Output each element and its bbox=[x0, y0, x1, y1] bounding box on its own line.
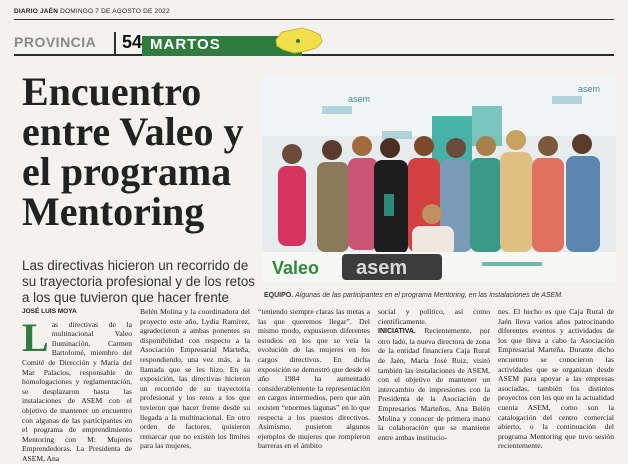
drop-cap: L bbox=[22, 314, 49, 360]
article-column-2 bbox=[140, 307, 250, 451]
paper-name: DIARIO JAÉN bbox=[14, 8, 59, 15]
issue-date: DOMINGO 7 DE AGOSTO DE 2022 bbox=[60, 8, 170, 15]
section-header bbox=[14, 32, 614, 56]
article-column-1 bbox=[22, 307, 132, 464]
section-name: PROVINCIA bbox=[14, 34, 97, 50]
column-4-lead: INICIATIVA. bbox=[378, 328, 416, 336]
article-column-4 bbox=[378, 307, 490, 442]
article-column-5 bbox=[498, 307, 614, 451]
caption-text: Algunas de las participantes en el programa Mentoring, en las instalaciones de ASEM. bbox=[295, 292, 563, 299]
column-5-text: nes. El hecho es que Caja Rural de Jaén lleva varios años patrocinando diferentes eventos y actividades de los que lleva a cabo la Asociación Empresarial Marteña. Durante dicho encuentro se conocieron las actividades que se organizan desde ASEM para apoyar a las empresas asociadas, también los distintos proyectos con los que en la actualidad cuenta ASEM, como son la catalogación del centro comercial abierto, o la continuación del programa Mentoring que tuvo sesión recientemente. bbox=[498, 307, 614, 451]
column-1-text: as directivas de la multinacional Valeo Iluminación, Carmen Bartolomé, miembro del Comité de Dirección y María del Mar Palacios, responsable de homologaciones y reglamentación, se desplazaron hasta las instalaciones de ASEM con el objetivo de mantener un encuentro con algunas de las participantes en el programa de emprendimiento Mentoring con M: Mujeres Emprendedoras. La Presidenta de ASEM, Ana bbox=[22, 319, 132, 463]
masthead bbox=[14, 8, 614, 20]
article-column-3 bbox=[258, 307, 370, 451]
province-map-icon bbox=[272, 26, 324, 56]
locality-label: MARTOS bbox=[142, 36, 302, 56]
headline: Encuentro entre Valeo y el programa Mentoring bbox=[22, 69, 244, 234]
photo-caption bbox=[264, 292, 614, 299]
photo-logo-text: asem bbox=[348, 94, 371, 104]
subheadline: Las directivas hicieron un recorrido de su trayectoria profesional y de los retos a los que tuvieron que hacer frente bbox=[22, 258, 255, 305]
photo-logo-text-2: asem bbox=[578, 84, 601, 94]
column-3-text: “teniendo siempre claras las metas a las que queremos llegar”. Del mismo modo, expusieron diferentes estudios en los que se veía la evolución de las mujeres en los cargos directivos. En dicha exposición se demostró que desde el año 1984 ha aumentado considerablemente la representación en cargos intermedios, pero que aún existen “enormes lagunas” en lo que respecta a los puestos directivos. Asimismo, pusieron algunos ejemplos de mujeres que rompieron barreras en el ámbito bbox=[258, 307, 370, 451]
group-photo bbox=[262, 76, 616, 282]
photo-scene bbox=[262, 76, 616, 282]
column-4-text-b: Recientemente, por otro lado, la nueva directora de zona de la entidad financiera Caja Rural de Jaén, María José Ruiz, visitó también las instalaciones de ASEM, con el objetivo de mantener un intercambio de impresiones con la Presidenta de la Asociación de Empresarios Marteños, Ana Belén Molina y conocer de primera mano la colaboración que se mantiene entre ambas institucio- bbox=[378, 326, 490, 442]
banner-asem: asem bbox=[356, 257, 408, 279]
banner-valeo: Valeo bbox=[272, 258, 320, 278]
column-4-text-a: social y político, así como científicamente. bbox=[378, 307, 490, 326]
column-2-text: Belén Molina y la coordinadora del proyecto este año, Lydia Ramírez, agradecieron a ambas ponentes su disponibilidad con respecto a la Asociación Empresarial Marteña, respondiendo, una vez más, a la llamada que se les hizo. En su exposición, las directivas hicieron un recorrido de su trayectoria profesional y los retos a los que tuvieron que hacer frente desde su llegada a la multinacional. En otro orden de factores, quisieron remarcar que no existen los límites para las mujeres, bbox=[140, 307, 250, 451]
caption-lead: EQUIPO. bbox=[264, 292, 294, 299]
byline: JOSÉ LUIS MOYA bbox=[22, 308, 77, 315]
page-number: 54 bbox=[114, 32, 142, 54]
article-body bbox=[22, 307, 616, 463]
